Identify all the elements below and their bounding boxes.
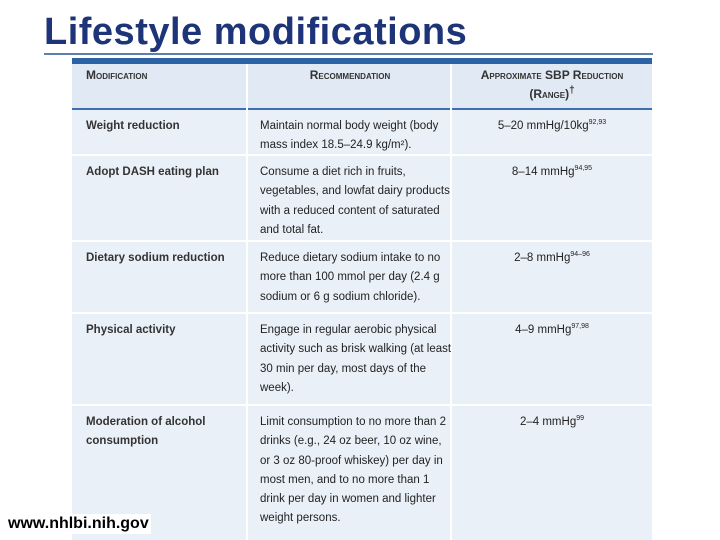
reduction-value: 2–4 mmHg <box>519 416 577 428</box>
table-row <box>72 110 652 156</box>
header-recommendation: Recommendation <box>309 68 391 82</box>
table-row <box>72 314 652 406</box>
recommendation-cell: Consume a diet rich in fruits, vegetables, and lowfat dairy products with a reduced content of saturated and total fat. <box>260 166 450 236</box>
recommendation-cell: Reduce dietary sodium intake to no more than 100 mmol per day (2.4 g sodium or 6 g sodium chloride). <box>260 252 441 303</box>
reduction-cell <box>452 163 652 182</box>
reduction-value: 4–9 mmHg <box>515 324 572 336</box>
reduction-cell <box>452 321 652 340</box>
recommendation-cell: Limit consumption to no more than 2 drinks (e.g., 24 oz beer, 10 oz wine, or 3 oz 80-proof whiskey) per day in most men, and to no more than 1 drink per day in women and lighter weight persons. <box>260 416 447 525</box>
reduction-value: 5–20 mmHg/10kg <box>497 120 589 132</box>
reduction-cell <box>452 249 652 268</box>
modification-cell: Adopt DASH eating plan <box>86 166 219 178</box>
header-dagger-mark: † <box>569 85 575 96</box>
reference-superscript: 92,93 <box>588 119 607 127</box>
reduction-value: 2–8 mmHg <box>514 252 571 264</box>
modification-cell: Physical activity <box>86 324 176 336</box>
header-modification: Modification <box>86 68 148 82</box>
reference-superscript: 99 <box>576 415 585 423</box>
lifestyle-modifications-table <box>72 58 652 540</box>
reference-superscript: 94,95 <box>574 165 593 173</box>
reference-superscript: 97,98 <box>571 323 589 331</box>
recommendation-cell: Engage in regular aerobic physical activity such as brisk walking (at least 30 min per day, most days of the week). <box>260 324 452 394</box>
reduction-cell <box>452 413 652 432</box>
header-range-label: (Range) <box>529 87 570 101</box>
modification-cell: Moderation of alcohol consumption <box>86 416 206 448</box>
table-header-row <box>72 64 652 110</box>
table-row <box>72 242 652 314</box>
recommendation-cell: Maintain normal body weight (body mass index 18.5–24.9 kg/m²). <box>260 120 439 152</box>
slide-title: Lifestyle modifications <box>44 11 468 53</box>
header-sbp-reduction-range <box>452 83 652 102</box>
table-row <box>72 406 652 540</box>
reduction-value: 8–14 mmHg <box>511 166 575 178</box>
table-row <box>72 156 652 242</box>
reduction-cell <box>452 117 652 136</box>
title-underline <box>44 53 653 55</box>
modification-cell: Dietary sodium reduction <box>86 252 225 264</box>
reference-superscript: 94–96 <box>570 251 590 259</box>
modification-cell: Weight reduction <box>86 120 180 132</box>
source-url[interactable]: www.nhlbi.nih.gov <box>8 515 149 532</box>
header-sbp-reduction <box>452 64 652 111</box>
header-sbp-reduction-label: Approximate SBP Reduction <box>480 68 624 82</box>
